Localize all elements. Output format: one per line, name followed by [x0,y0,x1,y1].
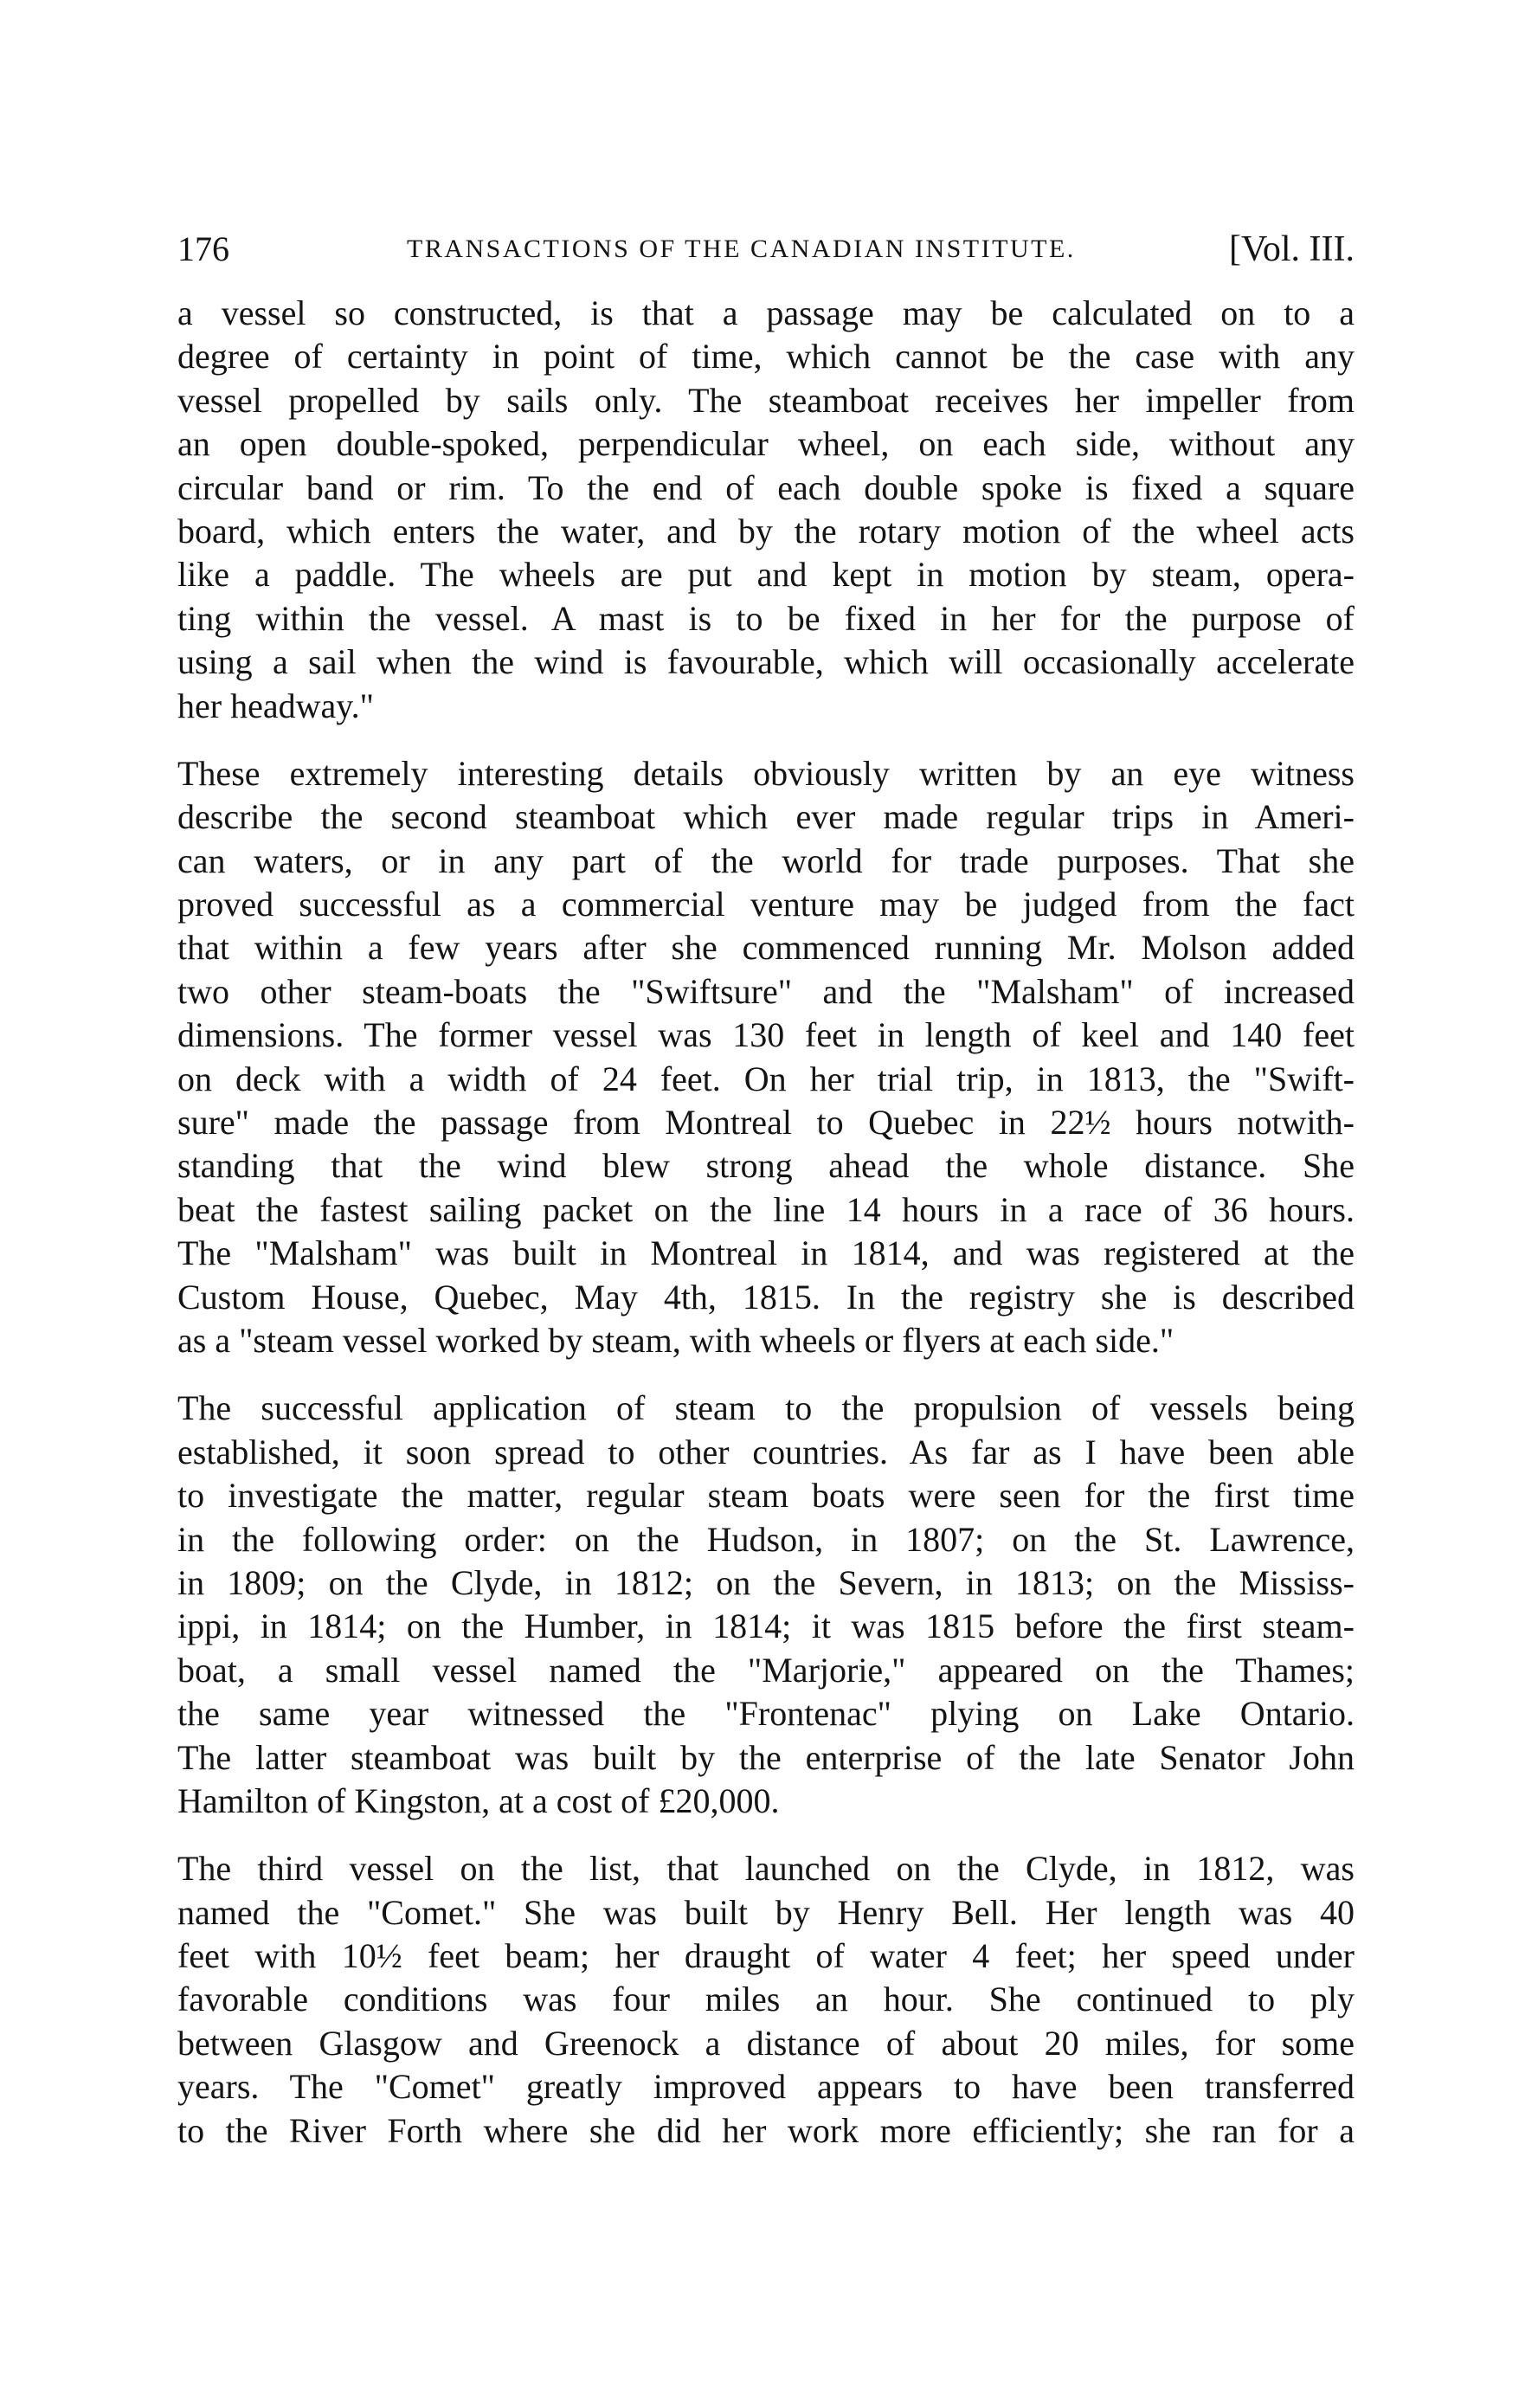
text-line: two other steam-boats the "Swiftsure" and the "Malsham" of increased [177,971,1355,1011]
text-line: dimensions. The former vessel was 130 feet in length of keel and 140 feet [177,1015,1355,1055]
text-line: degree of certainty in point of time, which cannot be the case with any [177,337,1355,377]
running-title: TRANSACTIONS OF THE CANADIAN INSTITUTE. [407,235,1076,263]
text-line: boat, a small vessel named the "Marjorie," appeared on the Thames; [177,1650,1355,1690]
text-line: an open double-spoked, perpendicular wheel, on each side, without any [177,424,1355,464]
text-line: the same year witnessed the "Frontenac" plying on Lake Ontario. [177,1694,1355,1734]
text-line: feet with 10½ feet beam; her draught of water 4 feet; her speed under [177,1936,1355,1976]
text-line: ippi, in 1814; on the Humber, in 1814; it was 1815 before the first steam- [177,1606,1355,1646]
text-line: beat the fastest sailing packet on the line 14 hours in a race of 36 hours. [177,1189,1355,1229]
volume-label: [Vol. III. [1228,229,1355,269]
text-line: favorable conditions was four miles an hour. She continued to ply [177,1980,1355,2019]
paragraph-gap [177,1362,1355,1387]
text-line: Custom House, Quebec, May 4th, 1815. In the registry she is described [177,1277,1355,1317]
text-line: established, it soon spread to other countries. As far as I have been able [177,1432,1355,1471]
text-line: to the River Forth where she did her work more efficiently; she ran for a [177,2110,1355,2150]
text-line: The third vessel on the list, that launched on the Clyde, in 1812, was [177,1849,1355,1889]
paragraph-gap [177,1823,1355,1847]
text-line: as a "steam vessel worked by steam, with wheels or flyers at each side." [177,1320,1174,1360]
text-line: describe the second steamboat which ever made regular trips in Ameri- [177,797,1355,837]
text-line: circular band or rim. To the end of each double spoke is fixed a square [177,467,1355,507]
text-line: vessel propelled by sails only. The steamboat receives her impeller from [177,380,1355,420]
text-line: a vessel so constructed, is that a passage may be calculated on to a [177,293,1355,332]
paragraph-1 [177,292,1355,728]
text-line: The "Malsham" was built in Montreal in 1814, and was registered at the [177,1233,1355,1273]
text-line: on deck with a width of 24 feet. On her trial trip, in 1813, the "Swift- [177,1059,1355,1098]
text-line: that within a few years after she commenced running Mr. Molson added [177,928,1355,968]
text-line: ting within the vessel. A mast is to be fixed in her for the purpose of [177,598,1355,638]
running-head [177,223,1355,275]
text-line: like a paddle. The wheels are put and kept in motion by steam, opera- [177,555,1355,595]
text-line: can waters, or in any part of the world for trade purposes. That she [177,840,1355,880]
body-text [177,292,1355,2153]
text-line: Hamilton of Kingston, at a cost of £20,000. [177,1780,780,1820]
paragraph-gap [177,728,1355,752]
paragraph-2 [177,752,1355,1362]
text-line: board, which enters the water, and by the rotary motion of the wheel acts [177,511,1355,550]
text-line: proved successful as a commercial venture may be judged from the fact [177,885,1355,924]
paragraph-4 [177,1847,1355,2153]
text-line: The successful application of steam to the propulsion of vessels being [177,1388,1355,1428]
paragraph-3 [177,1387,1355,1823]
text-line: The latter steamboat was built by the enterprise of the late Senator John [177,1737,1355,1777]
text-line: These extremely interesting details obviously written by an eye witness [177,753,1355,793]
text-line: sure" made the passage from Montreal to Quebec in 22½ hours notwith- [177,1103,1355,1143]
text-line: years. The "Comet" greatly improved appears to have been transferred [177,2067,1355,2107]
page-number: 176 [177,229,229,268]
text-line: standing that the wind blew strong ahead the whole distance. She [177,1146,1355,1186]
text-line: named the "Comet." She was built by Henry Bell. Her length was 40 [177,1892,1355,1932]
text-line: using a sail when the wind is favourable, which will occasionally accelerate [177,642,1355,682]
text-line: in 1809; on the Clyde, in 1812; on the Severn, in 1813; on the Mississ- [177,1562,1355,1602]
text-line: between Glasgow and Greenock a distance of about 20 miles, for some [177,2023,1355,2063]
text-line: her headway." [177,686,374,725]
text-line: in the following order: on the Hudson, in 1807; on the St. Lawrence, [177,1519,1355,1559]
text-line: to investigate the matter, regular steam boats were seen for the first time [177,1476,1355,1516]
